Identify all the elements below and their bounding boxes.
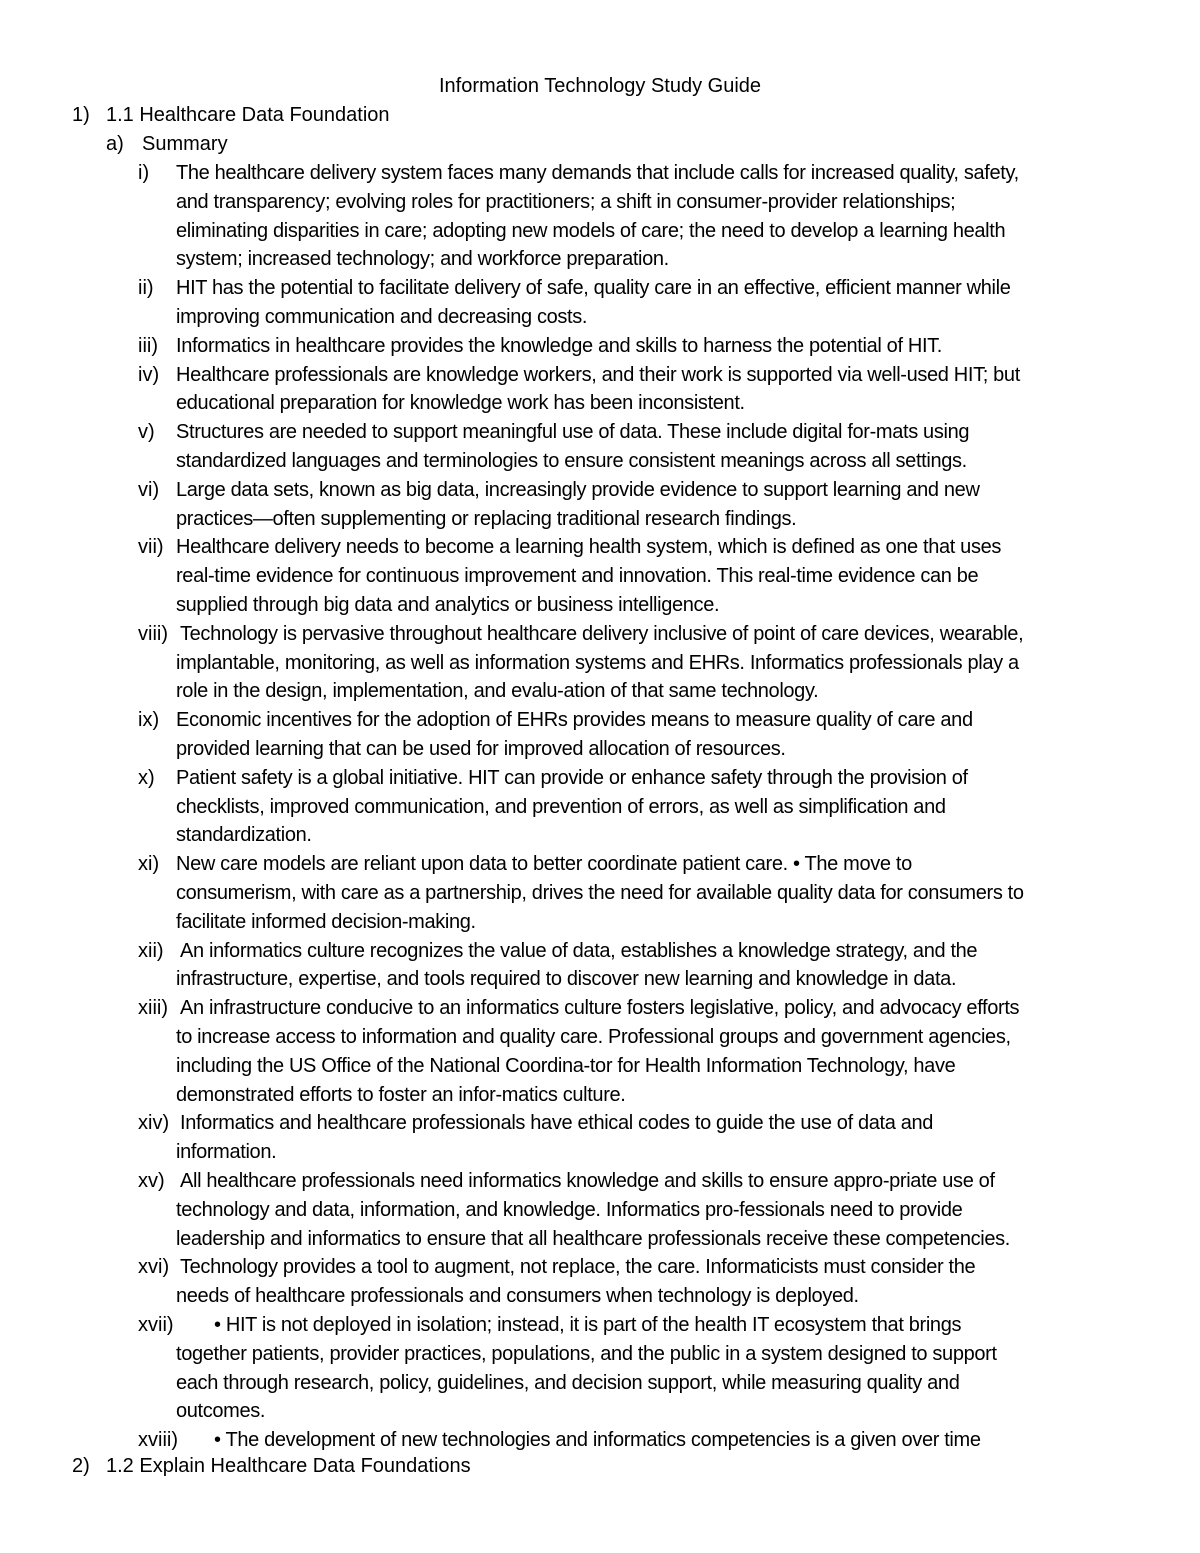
- section-title: 1.2 Explain Healthcare Data Foundations: [106, 1455, 471, 1477]
- list-item: [0, 332, 1200, 361]
- list-item-line: All healthcare professionals need informatics knowledge and skills to ensure appro-priate use of: [180, 1170, 995, 1192]
- list-item-line: standardized languages and terminologies to ensure consistent meanings across all settings.: [176, 449, 967, 472]
- list-item-marker: xii): [138, 939, 164, 962]
- list-item-line: HIT has the potential to facilitate delivery of safe, quality care in an effective, efficient manner while: [176, 277, 1011, 300]
- list-item: [0, 1426, 1200, 1455]
- section-number: 2): [72, 1455, 90, 1477]
- list-item-line: Healthcare delivery needs to become a learning health system, which is defined as one that uses: [176, 536, 1002, 559]
- list-item-line: outcomes.: [176, 1400, 266, 1423]
- list-item: [0, 533, 1200, 619]
- list-item-line: demonstrated efforts to foster an infor-matics culture.: [176, 1083, 626, 1106]
- list-item-line: role in the design, implementation, and evalu-ation of that same technology.: [176, 680, 819, 703]
- list-item-line: improving communication and decreasing costs.: [176, 305, 588, 328]
- list-item-line: leadership and informatics to ensure that all healthcare professionals receive these competencies.: [176, 1227, 1010, 1250]
- list-item-line: facilitate informed decision-making.: [176, 910, 476, 933]
- list-item-line: Structures are needed to support meaningful use of data. These include digital for-mats using: [176, 421, 970, 444]
- list-item-marker: ix): [138, 709, 160, 732]
- list-item-line: New care models are reliant upon data to better coordinate patient care. • The move to: [176, 853, 912, 876]
- list-item-line: Large data sets, known as big data, increasingly provide evidence to support learning and new: [176, 478, 980, 501]
- list-item-line: including the US Office of the National Coordina-tor for Health Information Technology, have: [176, 1054, 956, 1077]
- section-title: 1.1 Healthcare Data Foundation: [106, 104, 390, 126]
- list-item-line: educational preparation for knowledge work has been inconsistent.: [176, 392, 745, 415]
- list-item: [0, 1109, 1200, 1167]
- list-item-line: real-time evidence for continuous improvement and innovation. This real-time evidence can be: [176, 565, 979, 588]
- list-item-line: information.: [176, 1141, 277, 1164]
- list-item: [0, 937, 1200, 995]
- list-item-marker: iv): [138, 363, 160, 386]
- list-item-line: to increase access to information and quality care. Professional groups and government agencies,: [176, 1025, 1011, 1048]
- list-item-line: Economic incentives for the adoption of EHRs provides means to measure quality of care and: [176, 709, 973, 732]
- list-item: [0, 418, 1200, 476]
- list-item: [0, 476, 1200, 534]
- list-item-line: • The development of new technologies and informatics competencies is a given over time: [214, 1429, 981, 1452]
- list-item-line: Healthcare professionals are knowledge workers, and their work is supported via well-used HIT; but: [176, 363, 1020, 386]
- list-item: [0, 274, 1200, 332]
- list-item-line: consumerism, with care as a partnership, drives the need for available quality data for consumers to: [176, 881, 1024, 904]
- list-item-line: • HIT is not deployed in isolation; instead, it is part of the health IT ecosystem that brings: [214, 1314, 962, 1336]
- list-item-line: eliminating disparities in care; adopting new models of care; the need to develop a learning health: [176, 219, 1006, 242]
- subsection-title: Summary: [142, 133, 228, 155]
- list-item-line: Technology is pervasive throughout healthcare delivery inclusive of point of care devices, wearable,: [180, 622, 1024, 645]
- list-item-line: system; increased technology; and workforce preparation.: [176, 248, 669, 271]
- list-item-marker: xviii): [138, 1429, 178, 1452]
- list-item: [0, 1167, 1200, 1253]
- list-item: [0, 850, 1200, 936]
- document-title: Information Technology Study Guide: [438, 75, 762, 97]
- list-item-marker: xvi): [138, 1256, 170, 1279]
- list-item-line: implantable, monitoring, as well as information systems and EHRs. Informatics professionals play a: [176, 651, 1019, 674]
- list-item-marker: xiii): [138, 997, 168, 1020]
- list-item-marker: i): [138, 162, 150, 184]
- list-item-line: standardization.: [176, 824, 312, 847]
- subsection-letter: a): [106, 133, 124, 155]
- list-item-marker: vi): [138, 478, 160, 501]
- list-item-marker: v): [138, 421, 155, 444]
- list-item-marker: ii): [138, 277, 154, 300]
- list-item-line: Informatics in healthcare provides the knowledge and skills to harness the potential of HIT.: [176, 334, 943, 357]
- list-item-line: provided learning that can be used for improved allocation of resources.: [176, 737, 786, 760]
- list-item-marker: viii): [138, 622, 168, 645]
- list-item-line: Technology provides a tool to augment, not replace, the care. Informaticists must consider the: [180, 1256, 976, 1279]
- list-item: [0, 1311, 1200, 1426]
- list-item-line: An infrastructure conducive to an informatics culture fosters legislative, policy, and advocacy efforts: [180, 997, 1020, 1020]
- list-item-line: supplied through big data and analytics or business intelligence.: [176, 593, 720, 616]
- list-item-marker: x): [138, 766, 155, 789]
- list-item: [0, 1253, 1200, 1311]
- list-item-line: needs of healthcare professionals and consumers when technology is deployed.: [176, 1285, 859, 1308]
- list-item-line: Informatics and healthcare professionals have ethical codes to guide the use of data and: [180, 1112, 934, 1135]
- list-item-line: The healthcare delivery system faces many demands that include calls for increased quality, safety,: [176, 162, 1019, 184]
- list-item-marker: xvii): [138, 1314, 174, 1336]
- list-item-marker: xi): [138, 853, 160, 876]
- section-number: 1): [72, 104, 90, 126]
- list-item-marker: xiv): [138, 1112, 170, 1135]
- list-item: [0, 159, 1200, 274]
- list-item-marker: xv): [138, 1170, 165, 1192]
- list-item-line: and transparency; evolving roles for practitioners; a shift in consumer-provider relationships;: [176, 190, 956, 213]
- list-item-line: checklists, improved communication, and prevention of errors, as well as simplification and: [176, 795, 946, 818]
- list-item-marker: iii): [138, 334, 158, 357]
- list-item-line: together patients, provider practices, populations, and the public in a system designed to support: [176, 1342, 997, 1365]
- list-item-line: technology and data, information, and knowledge. Informatics pro-fessionals need to provide: [176, 1198, 963, 1221]
- list-item-line: Patient safety is a global initiative. HIT can provide or enhance safety through the provision of: [176, 766, 968, 789]
- list-item: [0, 620, 1200, 706]
- list-item: [0, 361, 1200, 419]
- list-item: [0, 994, 1200, 1109]
- list-item-line: practices—often supplementing or replacing traditional research findings.: [176, 507, 797, 530]
- list-item-line: infrastructure, expertise, and tools required to discover new learning and knowledge in data.: [176, 968, 957, 991]
- list-item-line: each through research, policy, guidelines, and decision support, while measuring quality and: [176, 1371, 960, 1394]
- list-item: [0, 764, 1200, 850]
- list-item: [0, 706, 1200, 764]
- list-item-line: An informatics culture recognizes the value of data, establishes a knowledge strategy, and the: [180, 939, 978, 962]
- list-item-marker: vii): [138, 536, 164, 559]
